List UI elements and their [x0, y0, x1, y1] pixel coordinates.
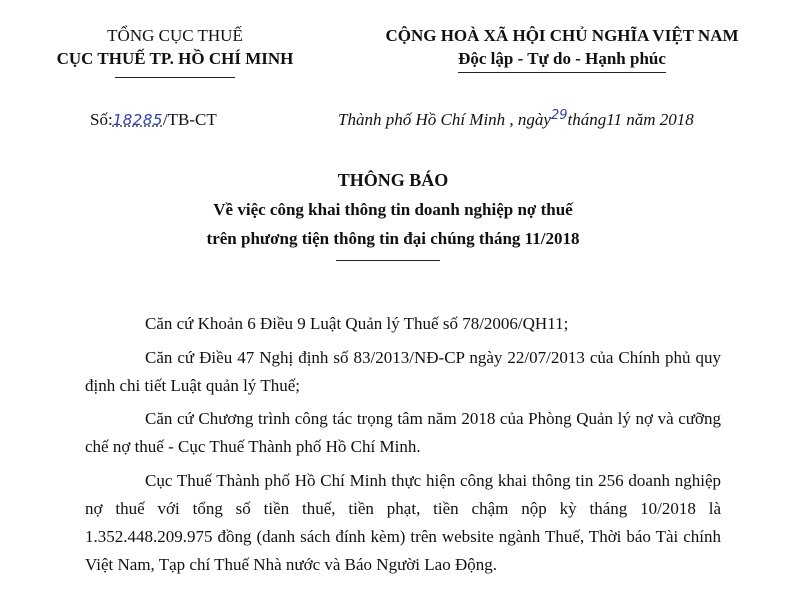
document-subject-line-2: trên phương tiện thông tin đại chúng tháng 11/2018 — [206, 229, 580, 248]
parent-agency-name: TỔNG CỤC THUẾ — [107, 26, 243, 45]
national-motto: Độc lập - Tự do - Hạnh phúc — [458, 47, 666, 73]
paragraph-text: Căn cứ Chương trình công tác trọng tâm năm 2018 của Phòng Quản lý nợ và cưỡng chế nợ thuế - Cục Thuế Thành phố Hồ Chí Minh. — [85, 409, 721, 456]
national-header-block — [352, 25, 772, 73]
doc-number-suffix: /TB-CT — [162, 110, 217, 129]
document-number — [90, 110, 217, 130]
paragraph-text: Cục Thuế Thành phố Hồ Chí Minh thực hiện công khai thông tin 256 doanh nghiệp nợ thuế với tổng số tiền thuế, tiền phạt, tiền chậm nộp kỳ tháng 10/2018 là 1.352.448.209.975 đồng (danh sách đính kèm) trên website ngành Thuế, Thời báo Tài chính Việt Nam, Tạp chí Thuế Nhà nước và Báo Người Lao Động. — [85, 471, 721, 574]
title-divider — [336, 260, 440, 261]
paragraph-legal-basis-3 — [85, 405, 721, 461]
month-year-text: tháng11 năm 2018 — [567, 110, 694, 129]
paragraph-text: Căn cứ Khoản 6 Điều 9 Luật Quản lý Thuế số 78/2006/QH11; — [145, 314, 569, 333]
place-text: Thành phố Hồ Chí Minh , ngày — [338, 110, 551, 129]
day-handwritten: 29 — [550, 108, 568, 123]
doc-number-handwritten: 18285 — [112, 111, 163, 129]
paragraph-announcement — [85, 467, 721, 579]
doc-number-prefix: Số: — [90, 110, 113, 129]
paragraph-legal-basis-1 — [85, 310, 721, 338]
republic-name: CỘNG HOÀ XÃ HỘI CHỦ NGHĨA VIỆT NAM — [385, 26, 739, 45]
paragraph-text: Căn cứ Điều 47 Nghị định số 83/2013/NĐ-CP ngày 22/07/2013 của Chính phủ quy định chi tiết Luật quản lý Thuế; — [85, 348, 721, 395]
agency-underline — [115, 77, 235, 78]
place-and-date — [338, 110, 694, 130]
issuing-agency-block — [30, 25, 320, 78]
document-subject-line-1: Về việc công khai thông tin doanh nghiệp nợ thuế — [213, 200, 573, 219]
agency-name: CỤC THUẾ TP. HỒ CHÍ MINH — [56, 49, 294, 68]
document-title: THÔNG BÁO — [337, 170, 449, 190]
paragraph-legal-basis-2 — [85, 344, 721, 400]
